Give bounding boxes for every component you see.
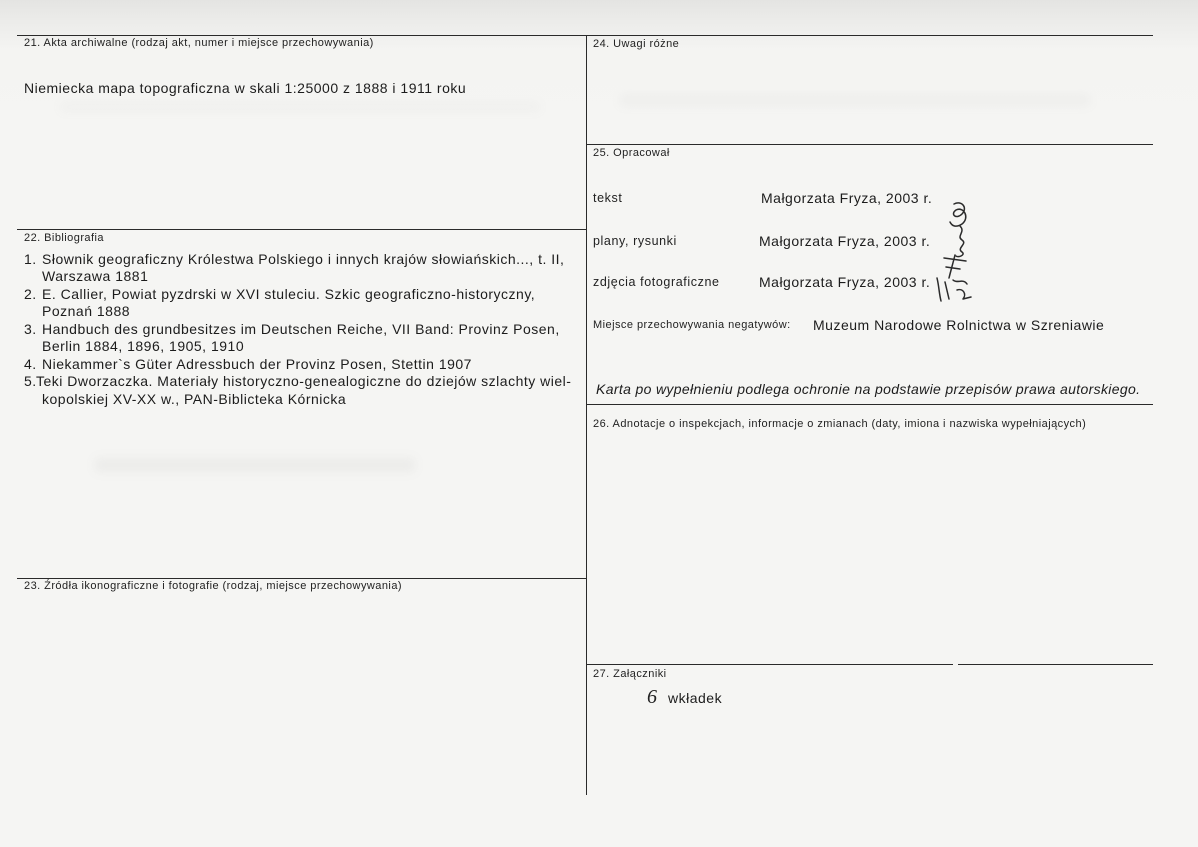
author-row-value: Małgorzata Fryza, 2003 r.: [761, 189, 933, 206]
rule-26-27: [587, 664, 953, 665]
bibliography-line: Handbuch des grundbesitzes im Deutschen Reiche, VII Band: Provinz Posen,: [42, 320, 560, 337]
section-23-heading: 23. Źródła ikonograficzne i fotografie (rodzaj, miejsce przechowywania): [24, 580, 402, 592]
rule-24-25: [587, 144, 1153, 145]
scan-artifact: [95, 458, 415, 472]
bibliography-item: [24, 356, 584, 374]
bibliography-number: 4.: [24, 355, 37, 372]
section-25-heading: 25. Opracował: [593, 147, 670, 159]
bibliography-line: Warszawa 1881: [42, 268, 149, 284]
bibliography-line: Teki Dworzaczka. Materiały historyczno-genealogiczne do dziejów szlachty wiel-: [36, 373, 572, 389]
bibliography-number: 5.: [24, 373, 37, 389]
author-row-photos: [593, 274, 963, 291]
bibliography-line: kopolskiej XV-XX w., PAN-Biblicteka Kórnicka: [42, 390, 347, 407]
negatives-location-label: Miejsce przechowywania negatywów:: [593, 318, 791, 331]
section-26-heading: 26. Adnotacje o inspekcjach, informacje o zmianach (daty, imiona i nazwiska wypełniających): [593, 418, 1087, 430]
attachments-count: 6: [647, 686, 657, 708]
bibliography-number: 1.: [24, 250, 37, 267]
rule-26-27: [958, 664, 1153, 665]
bibliography-line: E. Callier, Powiat pyzdrski w XVI stuleciu. Szkic geograficzno-historyczny,: [42, 285, 536, 302]
bibliography-list: [24, 251, 584, 409]
author-row-value: Małgorzata Fryza, 2003 r.: [759, 273, 931, 290]
bibliography-line: Poznań 1888: [42, 303, 131, 319]
author-row-text: [593, 190, 963, 207]
author-row-drawings: [593, 233, 963, 250]
negatives-location-value: Muzeum Narodowe Rolnictwa w Szreniawie: [813, 316, 1105, 333]
rule-22-23: [17, 578, 587, 579]
copyright-note: Karta po wypełnieniu podlega ochronie na podstawie przepisów prawa autorskiego.: [596, 380, 1141, 397]
section-22-heading: 22. Bibliografia: [24, 232, 104, 244]
rule-21-22: [17, 229, 587, 230]
scan-artifact: [60, 102, 540, 112]
bibliography-number: 3.: [24, 320, 37, 337]
author-row-label: plany, rysunki: [593, 233, 677, 248]
bibliography-line: Berlin 1884, 1896, 1905, 1910: [42, 338, 245, 354]
rule-25-26: [587, 404, 1153, 405]
column-divider: [586, 35, 587, 795]
bibliography-item: [24, 286, 584, 321]
section-24-heading: 24. Uwagi różne: [593, 38, 680, 50]
section-21-heading: 21. Akta archiwalne (rodzaj akt, numer i miejsce przechowywania): [24, 37, 374, 49]
section-21-content: Niemiecka mapa topograficzna w skali 1:25000 z 1888 i 1911 roku: [24, 80, 467, 96]
bibliography-line: Słownik geograficzny Królestwa Polskiego i innych krajów słowiańskich..., t. II,: [42, 250, 565, 267]
author-row-label: tekst: [593, 190, 623, 205]
attachments-unit: wkładek: [668, 689, 723, 706]
author-row-value: Małgorzata Fryza, 2003 r.: [759, 232, 931, 249]
scan-artifact: [620, 94, 1090, 106]
handwritten-signature: [926, 198, 976, 304]
bibliography-item: [24, 373, 584, 408]
author-row-label: zdjęcia fotograficzne: [593, 274, 720, 289]
section-27-heading: 27. Załączniki: [593, 668, 667, 680]
bibliography-line: Niekammer`s Güter Adressbuch der Provinz Posen, Stettin 1907: [42, 355, 472, 372]
bibliography-item: [24, 251, 584, 286]
bibliography-number: 2.: [24, 285, 37, 302]
bibliography-item: [24, 321, 584, 356]
top-rule: [17, 35, 1153, 36]
